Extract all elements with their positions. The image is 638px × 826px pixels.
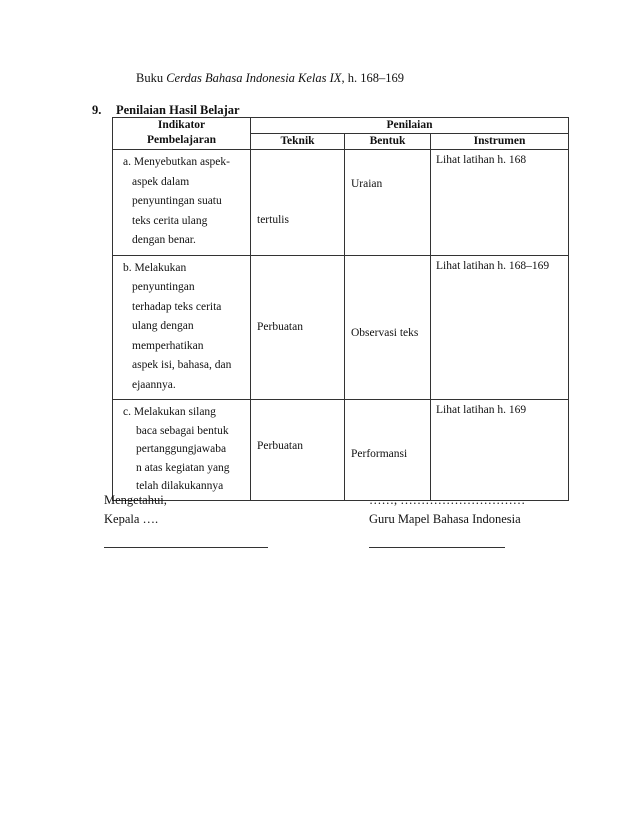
header-bentuk: Bentuk <box>345 134 431 150</box>
header-penilaian: Penilaian <box>251 118 569 134</box>
guru-label: Guru Mapel Bahasa Indonesia <box>369 512 521 526</box>
header-indikator: Indikator Pembelajaran <box>113 118 251 150</box>
table-row <box>113 255 569 400</box>
place-date-line: ……, ………………………… <box>369 493 526 507</box>
header-instrumen: Instrumen <box>431 134 569 150</box>
indicator-cell: c. Melakukan silang baca sebagai bentuk pertanggungjawaba n atas kegiatan yang telah dilakukannya <box>113 400 251 501</box>
book-reference: Buku Cerdas Bahasa Indonesia Kelas IX, h. 168–169 <box>136 71 404 85</box>
book-title: Cerdas Bahasa Indonesia Kelas IX <box>166 71 342 85</box>
table-header-row-1 <box>113 118 569 134</box>
instrumen-cell: Lihat latihan h. 169 <box>431 400 569 501</box>
section-number: 9. <box>92 103 102 117</box>
signature-line-right <box>369 547 505 548</box>
indicator-cell: a. Menyebutkan aspek- aspek dalam penyuntingan suatu teks cerita ulang dengan benar. <box>113 150 251 256</box>
header-teknik: Teknik <box>251 134 345 150</box>
indicator-cell: b. Melakukan penyuntingan terhadap teks cerita ulang dengan memperhatikan aspek isi, bahasa, dan ejaannya. <box>113 255 251 400</box>
mengetahui-label: Mengetahui, <box>104 493 167 507</box>
teknik-cell: Perbuatan <box>251 255 345 400</box>
kepala-label: Kepala …. <box>104 512 159 526</box>
teknik-cell: Perbuatan <box>251 400 345 501</box>
table-row <box>113 400 569 501</box>
teknik-cell: tertulis <box>251 150 345 256</box>
bentuk-cell: Uraian <box>345 150 431 256</box>
signature-left <box>104 491 167 529</box>
instrumen-cell: Lihat latihan h. 168 <box>431 150 569 256</box>
signature-line-left <box>104 547 268 548</box>
assessment-table <box>112 117 569 501</box>
section-heading <box>92 103 240 118</box>
bentuk-cell: Observasi teks <box>345 255 431 400</box>
signature-right <box>369 491 525 529</box>
instrumen-cell: Lihat latihan h. 168–169 <box>431 255 569 400</box>
table-row <box>113 150 569 256</box>
bentuk-cell: Performansi <box>345 400 431 501</box>
section-title: Penilaian Hasil Belajar <box>116 103 240 117</box>
